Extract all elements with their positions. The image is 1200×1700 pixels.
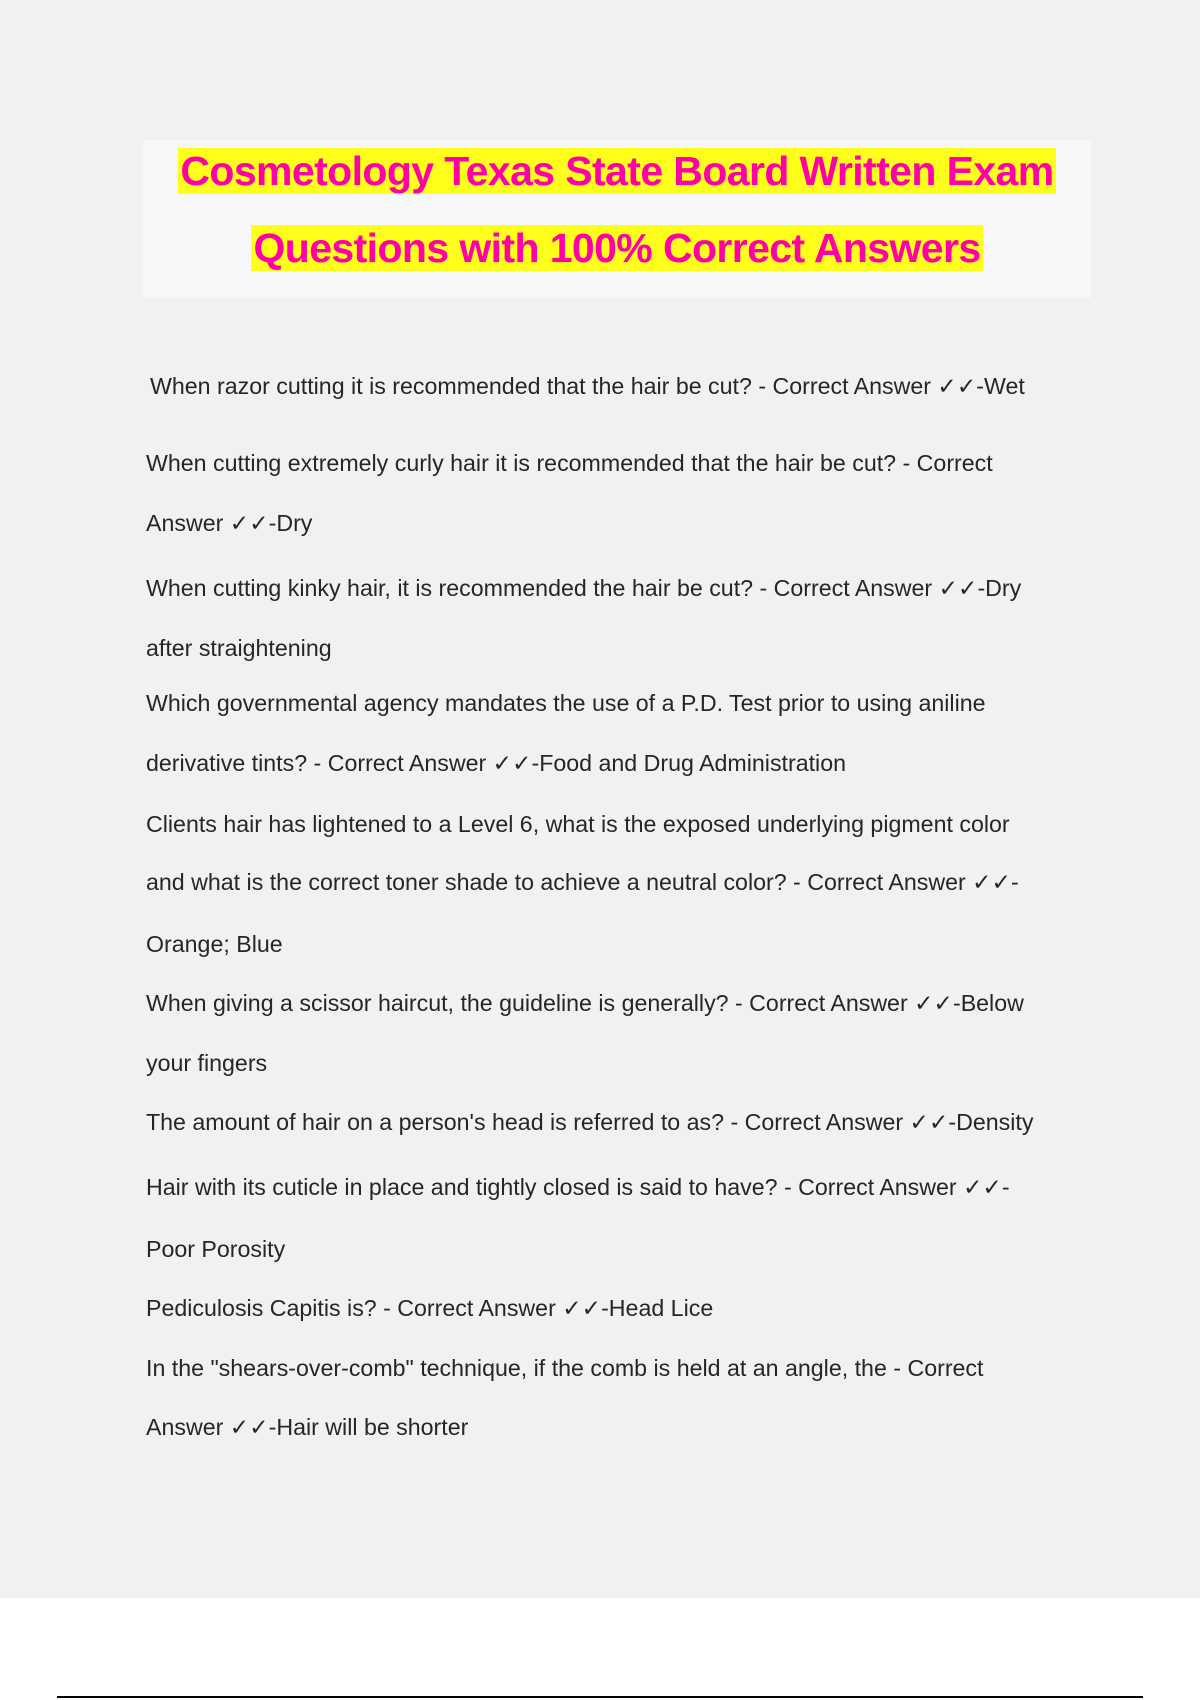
qa-text-line: and what is the correct toner shade to achieve a neutral color? - Correct Answer ✓✓- bbox=[146, 869, 1019, 895]
qa-text-line: Hair with its cuticle in place and tightly closed is said to have? - Correct Answer ✓✓- bbox=[146, 1174, 1010, 1200]
qa-text-line: In the "shears-over-comb" technique, if the comb is held at an angle, the - Correct bbox=[146, 1355, 984, 1381]
qa-text-line: When razor cutting it is recommended that the hair be cut? - Correct Answer ✓✓-Wet bbox=[150, 373, 1025, 399]
qa-text-line: Orange; Blue bbox=[146, 931, 283, 957]
qa-text-line: When cutting kinky hair, it is recommended the hair be cut? - Correct Answer ✓✓-Dry bbox=[146, 575, 1022, 601]
footer-divider bbox=[57, 1696, 1143, 1698]
title-line-2-text: Questions with 100% Correct Answers bbox=[253, 225, 981, 271]
title-line-1-text: Cosmetology Texas State Board Written Exam bbox=[180, 148, 1054, 194]
qa-text-line: Clients hair has lightened to a Level 6, what is the exposed underlying pigment color bbox=[146, 811, 1010, 837]
qa-text-line: Answer ✓✓-Hair will be shorter bbox=[146, 1414, 469, 1440]
qa-text-line: When cutting extremely curly hair it is recommended that the hair be cut? - Correct bbox=[146, 450, 993, 476]
qa-text-line: after straightening bbox=[146, 635, 332, 661]
qa-text-line: derivative tints? - Correct Answer ✓✓-Food and Drug Administration bbox=[146, 750, 846, 776]
qa-text-line: Answer ✓✓-Dry bbox=[146, 510, 313, 536]
qa-text-line: your fingers bbox=[146, 1050, 268, 1076]
qa-text-line: When giving a scissor haircut, the guideline is generally? - Correct Answer ✓✓-Below bbox=[146, 990, 1024, 1016]
qa-text-line: Pediculosis Capitis is? - Correct Answer ✓✓-Head Lice bbox=[146, 1295, 714, 1321]
qa-text-line: Which governmental agency mandates the use of a P.D. Test prior to using aniline bbox=[146, 690, 986, 716]
qa-text-line: The amount of hair on a person's head is referred to as? - Correct Answer ✓✓-Density bbox=[146, 1109, 1034, 1135]
qa-text-line: Poor Porosity bbox=[146, 1236, 286, 1262]
